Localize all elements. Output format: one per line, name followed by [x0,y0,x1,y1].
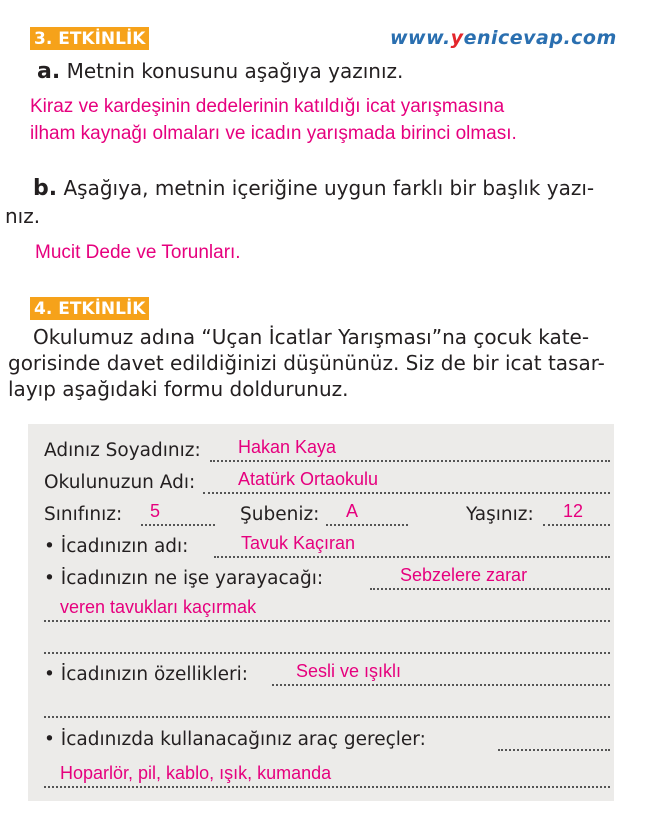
invention-name-label: • İcadınızın adı: [44,536,189,557]
question-a-text: Metnin konusunu aşağıya yazınız. [66,59,404,83]
instructions-line3: layıp aşağıdaki formu doldurunuz. [8,377,349,401]
activity-3-badge: 3. ETKİNLİK [30,27,149,50]
answer-a-line1: Kiraz ve kardeşinin dedelerinin katıldığı icat yarışmasına [30,96,505,117]
invention-form [28,424,614,801]
form-row-age [466,501,534,529]
question-a [37,58,403,85]
age-dotted-line [543,524,610,526]
question-a-letter: a. [37,59,61,84]
invention-name-dotted-line [214,556,610,558]
purpose-value-line1[interactable]: Sebzelere zarar [400,565,528,585]
purpose-value-line2[interactable]: veren tavukları kaçırmak [60,597,257,617]
school-dotted-line [203,492,610,494]
purpose-label: • İcadınızın ne işe yarayacağı: [44,568,324,589]
question-b-text-line2: nız. [5,204,41,228]
school-value[interactable]: Atatürk Ortaokulu [238,469,379,489]
activity-4-badge: 4. ETKİNLİK [30,297,149,320]
class-label: Sınıfınız: [44,504,123,525]
question-b [33,175,645,202]
form-row-branch [240,501,319,529]
tools-dotted-line [498,749,610,751]
purpose-dotted-line-3 [44,652,610,654]
watermark [390,27,617,49]
tools-dotted-line-2 [44,786,610,788]
invention-name-value[interactable]: Tavuk Kaçıran [241,533,356,553]
name-label: Adınız Soyadınız: [44,440,201,461]
school-label: Okulunuzun Adı: [44,472,196,493]
age-label: Yaşınız: [466,504,534,525]
answer-a-line2: ilham kaynağı olmaları ve icadın yarışmada birinci olması. [30,123,517,144]
watermark-y: y [450,27,464,49]
name-value[interactable]: Hakan Kaya [238,437,337,457]
instructions-line2: gorisinde davet edildiğinizi düşününüz. Siz de bir icat tasar- [8,351,605,375]
tools-label: • İcadınızda kullanacağınız araç gereçler: [44,729,426,750]
age-value[interactable]: 12 [563,501,584,521]
features-dotted-line [272,684,610,686]
question-b-text-line1: Aşağıya, metnin içeriğine uygun farklı bir başlık yazı- [63,176,595,200]
instructions-line1: Okulumuz adına “Uçan İcatlar Yarışması”na çocuk kate- [33,325,590,349]
branch-value[interactable]: A [346,501,359,521]
tools-value[interactable]: Hoparlör, pil, kablo, ışık, kumanda [60,763,332,783]
features-value[interactable]: Sesli ve ışıklı [296,661,402,681]
branch-dotted-line [326,524,408,526]
branch-label: Şubeniz: [240,504,320,525]
features-label: • İcadınızın özellikleri: [44,664,249,685]
purpose-dotted-line-2 [44,620,610,622]
watermark-prefix: www. [390,27,451,49]
class-value[interactable]: 5 [150,501,161,521]
question-b-letter: b. [33,176,58,201]
class-dotted-line [141,524,215,526]
features-dotted-line-2 [44,716,610,718]
watermark-suffix: enicevap.com [463,27,617,49]
answer-b: Mucit Dede ve Torunları. [35,242,241,263]
purpose-dotted-line [370,588,610,590]
name-dotted-line [210,460,610,462]
